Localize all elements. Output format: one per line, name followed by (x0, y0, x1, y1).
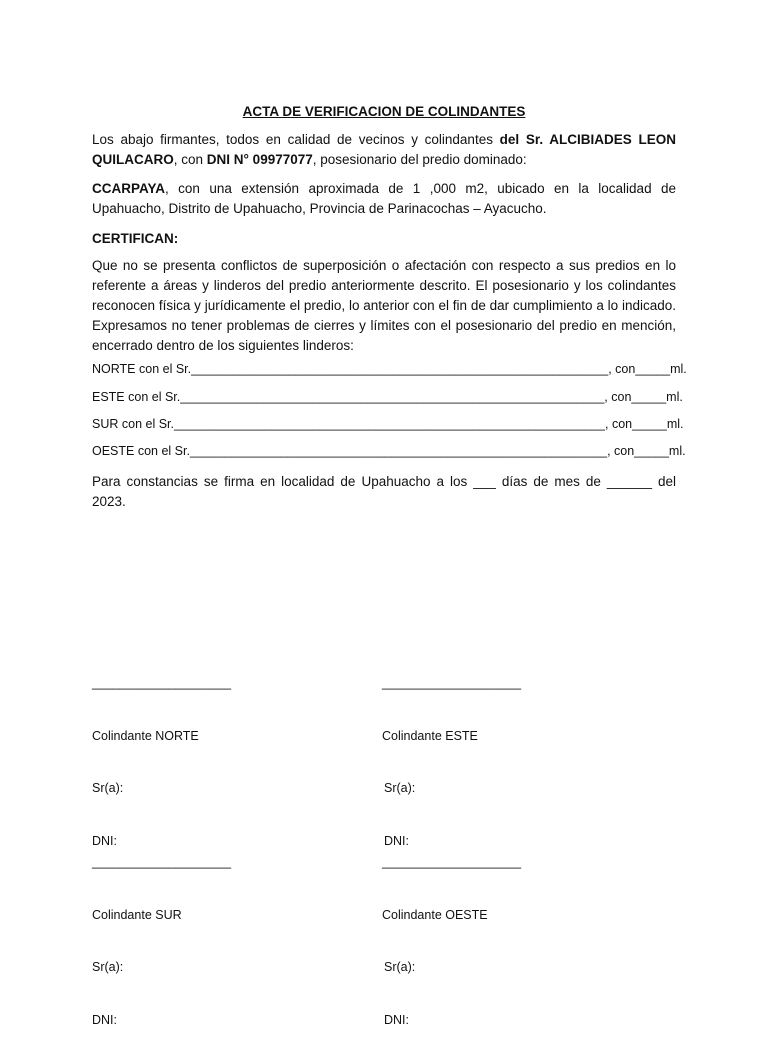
intro-text-2: , con (173, 152, 207, 167)
signature-line: ____________________ (382, 676, 522, 690)
signature-sr: Sr(a): (384, 781, 416, 795)
signature-line: ____________________ (92, 676, 232, 690)
signature-sr: Sr(a): (92, 781, 124, 795)
body-paragraph: Que no se presenta conflictos de superposición o afectación con respecto a sus predios en lo referente a áreas y linderos del predio anteriormente descrito. El posesionario y los colindantes reconocen física y jurídicamente el predio, lo anterior con el fin de dar cumplimiento a lo indicado. Expresamos no tener problemas de cierres y límites con el posesionario del predio en mención, encerrado dentro de los siguientes linderos: (92, 258, 676, 353)
intro-dni: DNI N° 09977077 (206, 152, 313, 167)
signature-sr: Sr(a): (384, 960, 416, 974)
signature-line: ____________________ (382, 855, 522, 869)
predio-name: CCARPAYA (92, 181, 166, 196)
signature-dni: DNI: (92, 833, 117, 848)
intro-text-3: , posesionario del predio dominado: (312, 152, 527, 167)
intro-text-1: Los abajo firmantes, todos en calidad de vecinos y colindantes (92, 132, 500, 147)
predio-text: , con una extensión aproximada de 1 ,000 m2, ubicado en la localidad de Upahuacho, Distrito de Upahuacho, Provincia de Parinacochas – Ayacucho. (92, 181, 676, 216)
signature-block-sur (92, 819, 231, 1064)
signature-dni: DNI: (92, 1012, 117, 1027)
lindero-este: ESTE con el Sr._____________________________________________________________, con_____ml. (92, 390, 683, 404)
signature-dni: DNI: (384, 833, 409, 848)
signature-role: Colindante ESTE (382, 728, 478, 743)
certifican-heading: CERTIFICAN: (92, 231, 179, 246)
closing-paragraph: Para constancias se firma en localidad de Upahuacho a los ___ días de mes de ______ del 2023. (92, 474, 676, 509)
document-title: ACTA DE VERIFICACION DE COLINDANTES (242, 104, 526, 119)
predio-paragraph (92, 179, 676, 219)
intro-paragraph (92, 130, 676, 170)
signature-role: Colindante OESTE (382, 907, 488, 922)
signature-role: Colindante SUR (92, 907, 182, 922)
lindero-norte: NORTE con el Sr.____________________________________________________________, con_____ml. (92, 362, 687, 376)
signature-role: Colindante NORTE (92, 728, 199, 743)
signature-sr: Sr(a): (92, 960, 124, 974)
signature-block-oeste (382, 819, 521, 1064)
signature-line: ____________________ (92, 855, 232, 869)
signature-dni: DNI: (384, 1012, 409, 1027)
lindero-sur: SUR con el Sr.______________________________________________________________, con_____ml. (92, 417, 684, 431)
lindero-oeste: OESTE con el Sr.____________________________________________________________, con_____ml. (92, 444, 686, 458)
intro-owner-name: del Sr. ALCIBIADES LEON QUILACARO (92, 132, 677, 167)
